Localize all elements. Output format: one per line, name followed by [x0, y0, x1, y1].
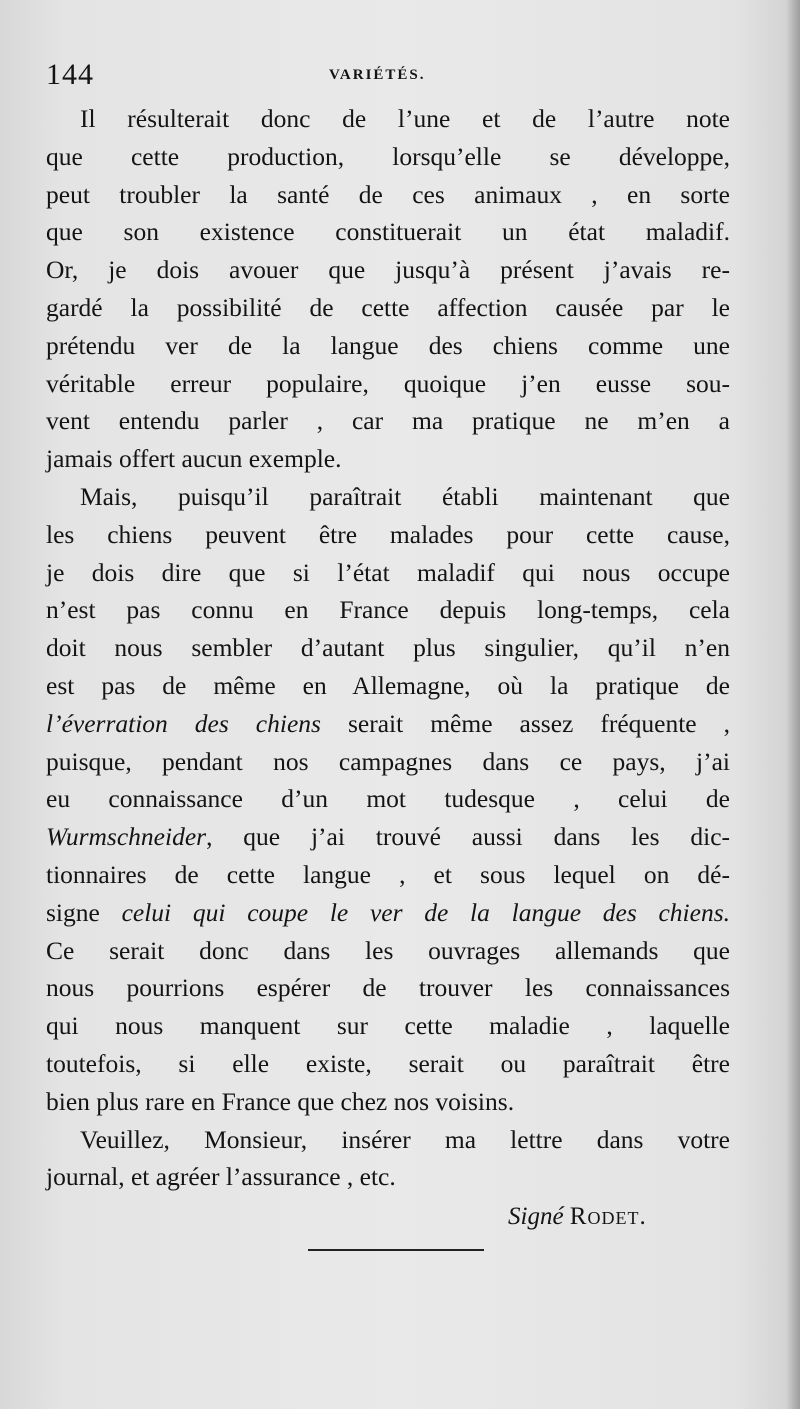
text-line: je dois dire que si l’état maladif qui nous occupe [46, 557, 730, 587]
page-edge-shadow [786, 0, 800, 1409]
text-line: Ce serait donc dans les ouvrages allemands que [46, 935, 730, 965]
text-line: gardé la possibilité de cette affection causée par le [46, 292, 730, 322]
body-text [46, 100, 730, 1196]
text-fragment: signe [46, 897, 100, 927]
text-line: nous pourrions espérer de trouver les connaissances [46, 973, 730, 1003]
text-line [46, 705, 730, 743]
text-line: Il résulterait donc de l’une et de l’autre note [80, 104, 730, 133]
text-fragment: , que j’ai trouvé aussi dans les dic- [206, 822, 730, 852]
signature [508, 1203, 647, 1231]
text-line: prétendu ver de la langue des chiens comme une [46, 330, 730, 360]
footnote-rule [308, 1249, 484, 1251]
text-line: toutefois, si elle existe, serait ou paraîtrait être [46, 1048, 730, 1078]
text-line: doit nous sembler d’autant plus singulier, qu’il n’en [46, 633, 730, 663]
italic-phrase: l’éverration des chiens [46, 708, 321, 738]
text-line: Mais, puisqu’il paraîtrait établi maintenant que [80, 481, 730, 511]
text-line: peut troubler la santé de ces animaux , en sorte [46, 179, 730, 209]
text-line: que cette production, lorsqu’elle se développe, [46, 141, 730, 171]
text-line: est pas de même en Allemagne, où la pratique de [46, 670, 730, 700]
running-head: VARIÉTÉS. [329, 67, 426, 83]
text-line: bien plus rare en France que chez nos voisins. [46, 1086, 515, 1116]
signature-name: Rodet. [569, 1203, 647, 1230]
text-line: qui nous manquent sur cette maladie , laquelle [46, 1011, 730, 1041]
italic-word: Wurmschneider [46, 822, 207, 852]
text-line: tionnaires de cette langue , et sous lequel on dé- [46, 859, 730, 889]
text-line: véritable erreur populaire, quoique j’en eusse sou- [46, 368, 730, 398]
signature-word: Signé [508, 1203, 564, 1230]
page-header [46, 58, 736, 98]
text-line: Veuillez, Monsieur, insérer ma lettre dans votre [80, 1124, 730, 1154]
text-line [46, 894, 730, 932]
text-line: vent entendu parler , car ma pratique ne m’en a [46, 406, 730, 436]
italic-phrase: celui qui coupe le ver de la langue des chiens. [121, 897, 731, 927]
text-line [46, 818, 730, 856]
text-line: puisque, pendant nos campagnes dans ce pays, j’ai [46, 746, 730, 776]
text-line: jamais offert aucun exemple. [46, 444, 342, 474]
text-line: que son existence constituerait un état maladif. [46, 217, 730, 247]
text-line: journal, et agréer l’assurance , etc. [46, 1162, 396, 1192]
page-number: 144 [46, 58, 94, 91]
text-line: les chiens peuvent être malades pour cette cause, [46, 519, 730, 549]
text-line: Or, je dois avouer que jusqu’à présent j’avais re- [46, 255, 730, 285]
text-line: eu connaissance d’un mot tudesque , celui de [46, 784, 730, 814]
text-fragment: serait même assez fréquente , [347, 708, 731, 738]
text-line: n’est pas connu en France depuis long-temps, cela [46, 595, 730, 625]
